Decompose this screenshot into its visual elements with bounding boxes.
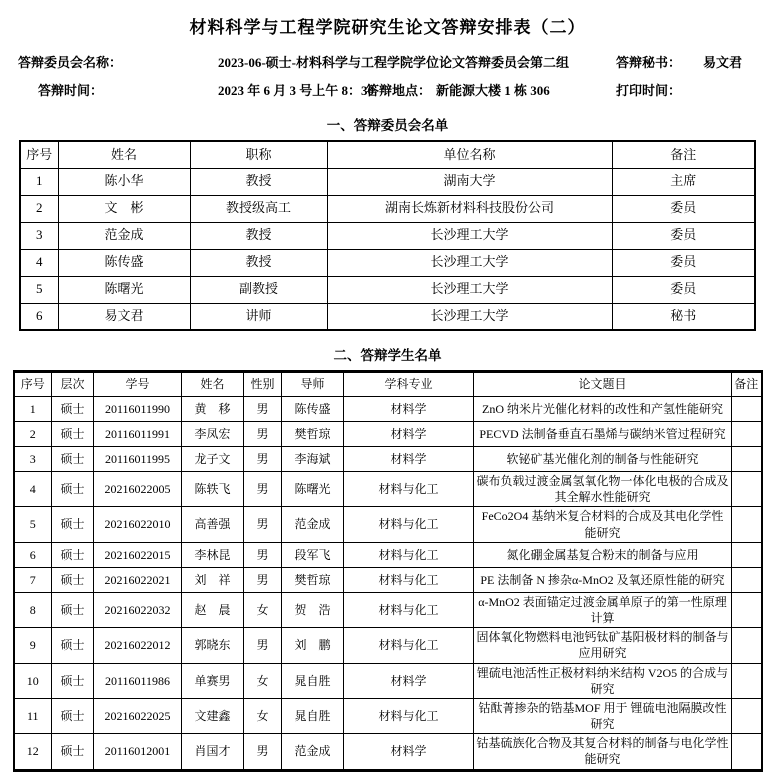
table-cell: 副教授: [190, 276, 327, 303]
table-cell: 黄 移: [182, 397, 244, 422]
table-cell: 20216022015: [94, 542, 182, 567]
committee-table-body: [20, 168, 755, 330]
table-cell: 樊哲琼: [282, 567, 344, 592]
committee-table: [19, 140, 756, 331]
table-cell: 男: [244, 542, 282, 567]
table-cell: 材料与化工: [344, 698, 474, 733]
column-header: 职称: [190, 141, 327, 168]
table-cell: 3: [14, 447, 52, 472]
table-cell: 主席: [612, 168, 755, 195]
table-row: [14, 397, 762, 422]
table-cell: 男: [244, 734, 282, 770]
table-cell: 陈传盛: [282, 397, 344, 422]
table-cell: 教授: [190, 249, 327, 276]
table-cell: 高善强: [182, 507, 244, 542]
table-cell: 男: [244, 472, 282, 507]
students-table-body: [14, 397, 762, 771]
table-cell: 钴酞菁掺杂的锆基MOF 用于 锂硫电池隔膜改性研究: [474, 698, 732, 733]
column-header: 备注: [612, 141, 755, 168]
table-cell: 材料学: [344, 663, 474, 698]
table-cell: 锂硫电池活性正极材料纳米结构 V2O5 的合成与研究: [474, 663, 732, 698]
table-row: [14, 567, 762, 592]
table-cell: 12: [14, 734, 52, 770]
committee-section-heading: 一、答辩委员会名单: [326, 118, 449, 133]
table-row: [14, 422, 762, 447]
table-cell: 材料与化工: [344, 567, 474, 592]
table-cell: 5: [20, 276, 58, 303]
table-cell: 硕士: [52, 663, 94, 698]
table-cell: 材料与化工: [344, 507, 474, 542]
table-cell: 龙子文: [182, 447, 244, 472]
table-cell: 20216022012: [94, 628, 182, 663]
table-cell: 20116011991: [94, 422, 182, 447]
table-cell: 材料与化工: [344, 628, 474, 663]
column-header: 学号: [94, 372, 182, 397]
table-cell: 20216022005: [94, 472, 182, 507]
table-cell: 1: [20, 168, 58, 195]
table-row: [14, 542, 762, 567]
page-title: 材料科学与工程学院研究生论文答辩安排表（二）: [189, 18, 586, 37]
table-row: [14, 592, 762, 627]
table-cell: 委员: [612, 195, 755, 222]
table-cell: 女: [244, 663, 282, 698]
table-cell: 湖南大学: [327, 168, 612, 195]
table-cell: 碳布负载过渡金属氢氧化物一体化电极的合成及其全解水性能研究: [474, 472, 732, 507]
table-cell: 硕士: [52, 698, 94, 733]
header-info: [0, 52, 775, 106]
table-cell: 材料与化工: [344, 592, 474, 627]
table-cell: 陈曙光: [282, 472, 344, 507]
table-cell: 易文君: [58, 303, 190, 330]
table-cell: 硕士: [52, 628, 94, 663]
table-cell: [732, 397, 762, 422]
table-cell: 陈小华: [58, 168, 190, 195]
students-section-heading: 二、答辩学生名单: [333, 348, 442, 363]
table-cell: 委员: [612, 249, 755, 276]
table-cell: 长沙理工大学: [327, 303, 612, 330]
table-cell: 20116011990: [94, 397, 182, 422]
table-cell: 单赛男: [182, 663, 244, 698]
table-cell: 5: [14, 507, 52, 542]
table-cell: 贺 浩: [282, 592, 344, 627]
table-cell: 硕士: [52, 567, 94, 592]
defense-time-value: 2023 年 6 月 3 号上午 8：30: [218, 83, 375, 98]
table-cell: 20216022025: [94, 698, 182, 733]
committee-name-value: 2023-06-硕士-材料科学与工程学院学位论文答辩委员会第二组: [218, 55, 569, 70]
table-cell: 材料学: [344, 734, 474, 770]
table-cell: 男: [244, 567, 282, 592]
table-cell: 女: [244, 698, 282, 733]
table-cell: 郭晓东: [182, 628, 244, 663]
table-cell: PECVD 法制备垂直石墨烯与碳纳米管过程研究: [474, 422, 732, 447]
table-cell: 7: [14, 567, 52, 592]
students-table: [13, 370, 763, 772]
table-cell: 教授级高工: [190, 195, 327, 222]
table-cell: 范金成: [58, 222, 190, 249]
table-cell: 晁自胜: [282, 698, 344, 733]
column-header: 序号: [14, 372, 52, 397]
table-cell: 硕士: [52, 447, 94, 472]
header-row: [14, 372, 762, 397]
table-cell: 樊哲琼: [282, 422, 344, 447]
table-row: [20, 276, 755, 303]
table-cell: [732, 663, 762, 698]
table-cell: [732, 422, 762, 447]
defense-location-value: 新能源大楼 1 栋 306: [436, 83, 550, 98]
table-cell: 钴基硫族化合物及其复合材料的制备与电化学性能研究: [474, 734, 732, 770]
secretary-label: 答辩秘书：: [616, 55, 682, 70]
table-cell: 晁自胜: [282, 663, 344, 698]
table-cell: [732, 592, 762, 627]
table-cell: 9: [14, 628, 52, 663]
table-cell: 1: [14, 397, 52, 422]
table-cell: 女: [244, 592, 282, 627]
table-cell: 男: [244, 628, 282, 663]
table-cell: 男: [244, 507, 282, 542]
table-cell: 刘 祥: [182, 567, 244, 592]
table-cell: 材料学: [344, 397, 474, 422]
table-cell: 硕士: [52, 734, 94, 770]
table-cell: 20116011995: [94, 447, 182, 472]
table-cell: 陈轶飞: [182, 472, 244, 507]
table-cell: 李凤宏: [182, 422, 244, 447]
table-cell: 硕士: [52, 592, 94, 627]
table-cell: 20116011986: [94, 663, 182, 698]
table-cell: 硕士: [52, 507, 94, 542]
table-row: [20, 195, 755, 222]
table-cell: 2: [14, 422, 52, 447]
table-cell: 教授: [190, 222, 327, 249]
column-header: 姓名: [58, 141, 190, 168]
table-row: [14, 472, 762, 507]
table-cell: [732, 628, 762, 663]
students-table-head: [14, 372, 762, 397]
column-header: 单位名称: [327, 141, 612, 168]
table-cell: [732, 542, 762, 567]
table-cell: 硕士: [52, 397, 94, 422]
column-header: 学科专业: [344, 372, 474, 397]
table-cell: 赵 晨: [182, 592, 244, 627]
table-cell: 范金成: [282, 734, 344, 770]
table-cell: 硕士: [52, 472, 94, 507]
table-cell: 材料学: [344, 422, 474, 447]
table-cell: 材料与化工: [344, 542, 474, 567]
table-cell: 材料与化工: [344, 472, 474, 507]
table-cell: 20216022032: [94, 592, 182, 627]
table-cell: 长沙理工大学: [327, 222, 612, 249]
table-cell: 硕士: [52, 422, 94, 447]
committee-name-label: 答辩委员会名称：: [18, 55, 123, 70]
table-cell: [732, 472, 762, 507]
table-cell: 委员: [612, 222, 755, 249]
table-cell: [732, 567, 762, 592]
table-cell: 陈曙光: [58, 276, 190, 303]
table-cell: 固体氧化物燃料电池钙钛矿基阳极材料的制备与应用研究: [474, 628, 732, 663]
committee-table-head: [20, 141, 755, 168]
table-row: [14, 507, 762, 542]
table-cell: 长沙理工大学: [327, 249, 612, 276]
table-cell: 11: [14, 698, 52, 733]
table-cell: 20216022010: [94, 507, 182, 542]
table-row: [14, 698, 762, 733]
table-cell: 8: [14, 592, 52, 627]
table-row: [14, 447, 762, 472]
table-cell: 2: [20, 195, 58, 222]
table-row: [20, 303, 755, 330]
table-cell: 20216022021: [94, 567, 182, 592]
table-cell: 男: [244, 397, 282, 422]
table-cell: 10: [14, 663, 52, 698]
table-cell: 肖国才: [182, 734, 244, 770]
table-cell: 讲师: [190, 303, 327, 330]
table-cell: 硕士: [52, 542, 94, 567]
table-row: [14, 628, 762, 663]
table-cell: 氮化硼金属基复合粉末的制备与应用: [474, 542, 732, 567]
table-cell: PE 法制备 N 掺杂α-MnO2 及氧还原性能的研究: [474, 567, 732, 592]
column-header: 论文题目: [474, 372, 732, 397]
table-row: [14, 663, 762, 698]
table-cell: α-MnO2 表面锚定过渡金属单原子的第一性原理计算: [474, 592, 732, 627]
table-cell: 20116012001: [94, 734, 182, 770]
table-cell: [732, 698, 762, 733]
table-cell: 4: [14, 472, 52, 507]
table-cell: [732, 447, 762, 472]
table-cell: 6: [20, 303, 58, 330]
column-header: 层次: [52, 372, 94, 397]
table-cell: 4: [20, 249, 58, 276]
table-cell: ZnO 纳米片光催化材料的改性和产氢性能研究: [474, 397, 732, 422]
table-cell: 段军飞: [282, 542, 344, 567]
table-cell: 男: [244, 422, 282, 447]
defense-time-label: 答辩时间：: [38, 83, 104, 98]
table-cell: 材料学: [344, 447, 474, 472]
table-row: [20, 249, 755, 276]
table-cell: 6: [14, 542, 52, 567]
table-cell: 男: [244, 447, 282, 472]
column-header: 导师: [282, 372, 344, 397]
table-cell: 3: [20, 222, 58, 249]
table-cell: 文建鑫: [182, 698, 244, 733]
table-row: [20, 222, 755, 249]
print-time-label: 打印时间：: [616, 83, 682, 98]
header-row: [20, 141, 755, 168]
table-cell: 刘 鹏: [282, 628, 344, 663]
table-cell: 软铋矿基光催化剂的制备与性能研究: [474, 447, 732, 472]
table-cell: 长沙理工大学: [327, 276, 612, 303]
table-cell: [732, 507, 762, 542]
table-cell: [732, 734, 762, 770]
column-header: 性别: [244, 372, 282, 397]
table-cell: 李林昆: [182, 542, 244, 567]
table-row: [20, 168, 755, 195]
column-header: 姓名: [182, 372, 244, 397]
table-cell: 文 彬: [58, 195, 190, 222]
table-cell: 范金成: [282, 507, 344, 542]
secretary-value: 易文君: [703, 55, 743, 70]
column-header: 备注: [732, 372, 762, 397]
table-cell: 李海斌: [282, 447, 344, 472]
table-row: [14, 734, 762, 770]
table-cell: 陈传盛: [58, 249, 190, 276]
table-cell: FeCo2O4 基纳米复合材料的合成及其电化学性能研究: [474, 507, 732, 542]
table-cell: 委员: [612, 276, 755, 303]
defense-location-label: 答辩地点：: [366, 83, 432, 98]
table-cell: 秘书: [612, 303, 755, 330]
table-cell: 湖南长炼新材料科技股份公司: [327, 195, 612, 222]
column-header: 序号: [20, 141, 58, 168]
table-cell: 教授: [190, 168, 327, 195]
